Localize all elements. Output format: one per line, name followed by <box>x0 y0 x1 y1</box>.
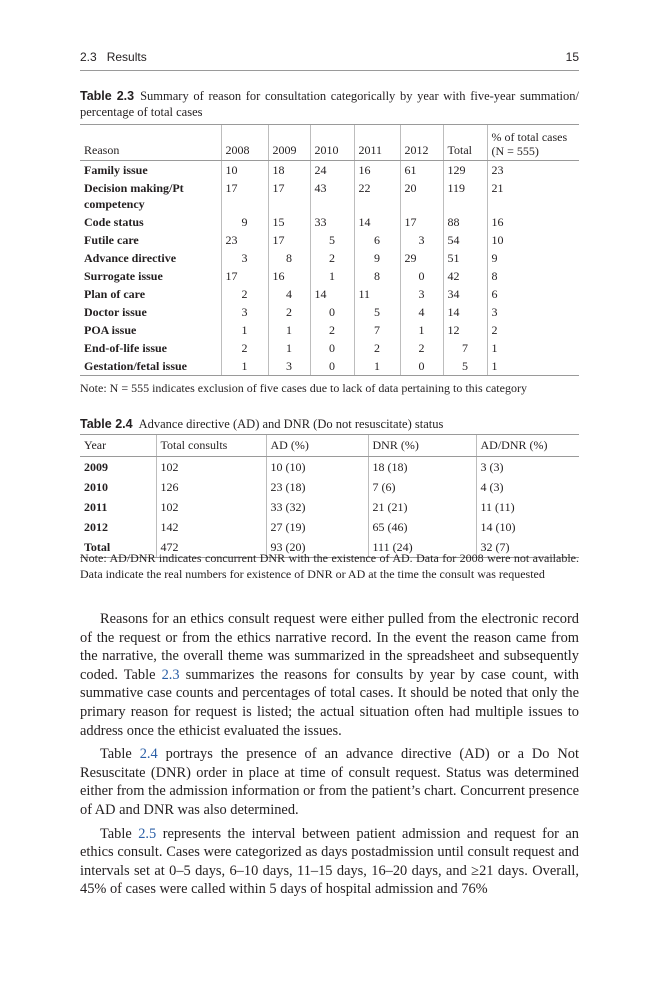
cell-value: 23 <box>487 161 579 180</box>
cell-value: 18 <box>268 161 310 180</box>
cell-value: 61 <box>400 161 443 180</box>
cell-value: 7 (6) <box>368 477 476 497</box>
table-row <box>80 213 579 231</box>
table-2-3-label: Table 2.3 <box>80 89 135 103</box>
paragraph-text: Table <box>100 825 139 842</box>
cell-reason: Plan of care <box>84 287 146 301</box>
cell-value: 111 (24) <box>368 537 476 558</box>
cell-value: 54 <box>443 231 487 249</box>
cell-value: 33 (32) <box>266 497 368 517</box>
paragraph-text: Table <box>100 746 140 763</box>
cell-value: 1 <box>268 339 310 357</box>
header-year: Year <box>80 435 156 457</box>
table-row <box>80 249 579 267</box>
header-reason: Reason <box>80 125 221 161</box>
cell-value: 472 <box>156 537 266 558</box>
header-2010: 2010 <box>310 125 354 161</box>
table-2-4-caption <box>80 416 579 432</box>
cell-year: Total <box>80 537 156 558</box>
cell-value: 21 (21) <box>368 497 476 517</box>
cell-value: 2 <box>268 303 310 321</box>
header-2008: 2008 <box>221 125 268 161</box>
cell-value: 0 <box>400 267 443 285</box>
cell-value: 16 <box>268 267 310 285</box>
cell-value: 20 <box>400 179 443 213</box>
cell-value: 1 <box>310 267 354 285</box>
cell-value: 17 <box>221 267 268 285</box>
table-reference-link[interactable]: 2.4 <box>139 746 158 763</box>
cell-value: 5 <box>443 357 487 376</box>
table-2-3-note: Note: N = 555 indicates exclusion of five cases due to lack of data pertaining to this category <box>80 381 527 395</box>
cell-value: 4 <box>400 303 443 321</box>
cell-value: 65 (46) <box>368 517 476 537</box>
cell-value: 10 (10) <box>266 457 368 478</box>
header-2011: 2011 <box>354 125 400 161</box>
cell-reason: POA issue <box>84 323 137 337</box>
table-2-4-note: Note: AD/DNR indicates concurrent DNR with the existence of AD. Data for 2008 were not available. Data indicate the real numbers for existence of DNR or AD at the time the consult was requested <box>80 551 579 581</box>
cell-value: 14 <box>310 285 354 303</box>
cell-value: 17 <box>268 179 310 213</box>
cell-value: 0 <box>400 357 443 376</box>
cell-value: 42 <box>443 267 487 285</box>
table-row <box>80 357 579 376</box>
cell-year: 2012 <box>84 520 108 534</box>
table-row <box>80 231 579 249</box>
cell-value: 3 (3) <box>476 457 579 478</box>
table-row <box>80 267 579 285</box>
cell-value: 1 <box>221 321 268 339</box>
paragraph-text: Reasons for an ethics consult request were either pulled from the electronic record of the request or from the ethics narrative record. In the event the reason came from the narrative, the overall theme was summarized in the spreadsheet and subsequently coded. Table <box>80 611 579 683</box>
table-row <box>80 303 579 321</box>
cell-value: 10 <box>221 161 268 180</box>
cell-value: 12 <box>443 321 487 339</box>
cell-value: 15 <box>268 213 310 231</box>
table-2-3-caption-text: Summary of reason for consultation categorically by year with five-year summation/ percentage of total cases <box>80 89 579 119</box>
cell-value: 8 <box>268 249 310 267</box>
cell-value: 102 <box>156 457 266 478</box>
cell-value: 27 (19) <box>266 517 368 537</box>
cell-year: 2009 <box>84 460 108 474</box>
body-text <box>80 610 579 899</box>
cell-reason: Advance directive <box>84 251 177 265</box>
cell-value: 21 <box>487 179 579 213</box>
cell-value: 10 <box>487 231 579 249</box>
table-2-4 <box>80 434 579 558</box>
cell-value: 9 <box>221 213 268 231</box>
running-head <box>80 50 579 71</box>
header-pct-line2: (N = 555) <box>491 144 539 158</box>
cell-value: 14 <box>354 213 400 231</box>
cell-reason: Gestation/fetal issue <box>80 357 221 376</box>
cell-value: 2 <box>487 321 579 339</box>
cell-value: 34 <box>443 285 487 303</box>
cell-value: 1 <box>268 321 310 339</box>
paragraph <box>80 745 579 819</box>
header-total-consults: Total consults <box>156 435 266 457</box>
table-2-4-caption-text: Advance directive (AD) and DNR (Do not resuscitate) status <box>138 417 444 431</box>
header-ad-dnr: AD/DNR (%) <box>476 435 579 457</box>
paragraph-text: summarizes the reasons for consults by year by case count, with summative case counts and percentages of total cases. It should be noted that only the primary reason for request is listed; the actual situation often had multiple issues to address once the ethicist evaluated the issues. <box>80 666 579 739</box>
cell-reason: Futile care <box>84 233 139 247</box>
table-row <box>80 321 579 339</box>
cell-value: 7 <box>443 339 487 357</box>
table-2-3-caption <box>80 88 579 120</box>
table-row <box>80 179 579 213</box>
cell-value: 6 <box>354 231 400 249</box>
cell-value: 1 <box>354 357 400 376</box>
cell-value: 119 <box>443 179 487 213</box>
table-2-3-header-row <box>80 125 579 161</box>
header-pct-total <box>487 125 579 161</box>
header-pct-line1: % of total cases <box>491 130 568 144</box>
header-dnr: DNR (%) <box>368 435 476 457</box>
paragraph-text: represents the interval between patient admission and request for an ethics consult. Cases were categorized as days postadmission until consult request and intervals set at 0–5 days, 6–10 days, 11–15 days, 16–20 days, and ≥21 days. Overall, 45% of cases were called within 5 days of hospital admission and 76% <box>80 825 579 898</box>
cell-value: 8 <box>487 267 579 285</box>
cell-value: 17 <box>400 213 443 231</box>
cell-value: 2 <box>310 321 354 339</box>
cell-value: 2 <box>221 339 268 357</box>
cell-value: 14 <box>443 303 487 321</box>
cell-reason: Surrogate issue <box>84 269 163 283</box>
cell-value: 23 (18) <box>266 477 368 497</box>
cell-value: 14 (10) <box>476 517 579 537</box>
cell-value: 29 <box>400 249 443 267</box>
table-row <box>80 517 579 537</box>
table-row <box>80 339 579 357</box>
cell-value: 2 <box>310 249 354 267</box>
cell-value: 11 (11) <box>476 497 579 517</box>
cell-value: 9 <box>487 249 579 267</box>
cell-value: 142 <box>156 517 266 537</box>
cell-value: 2 <box>354 339 400 357</box>
paragraph-text: portrays the presence of an advance directive (AD) or a Do Not Resuscitate (DNR) order in place at time of consult request. Status was determined either from the admission information or from the patient’s chart. Concurrent presence of AD and DNR was also determined. <box>80 746 580 818</box>
cell-reason: End-of-life issue <box>84 341 168 355</box>
cell-value: 5 <box>354 303 400 321</box>
cell-reason: Doctor issue <box>84 305 147 319</box>
cell-value: 3 <box>400 231 443 249</box>
table-row <box>80 477 579 497</box>
header-total: Total <box>443 125 487 161</box>
cell-value: 23 <box>221 231 268 249</box>
table-2-3 <box>80 124 579 376</box>
cell-value: 3 <box>221 303 268 321</box>
cell-value: 0 <box>310 357 354 376</box>
cell-value: 33 <box>310 213 354 231</box>
cell-value: 17 <box>221 179 268 213</box>
cell-value: 3 <box>221 249 268 267</box>
cell-reason: Decision making/Pt competency <box>84 181 184 211</box>
cell-value: 16 <box>354 161 400 180</box>
cell-value: 8 <box>354 267 400 285</box>
cell-value: 3 <box>268 357 310 376</box>
cell-value: 1 <box>487 339 579 357</box>
cell-year: 2010 <box>84 480 108 494</box>
table-row <box>80 497 579 517</box>
section-name: Results <box>106 50 147 64</box>
cell-value: 16 <box>487 213 579 231</box>
cell-value: 3 <box>400 285 443 303</box>
table-row <box>80 285 579 303</box>
table-row <box>80 161 579 180</box>
cell-value: 2 <box>221 285 268 303</box>
cell-value: 43 <box>310 179 354 213</box>
cell-value: 4 (3) <box>476 477 579 497</box>
cell-value: 32 (7) <box>476 537 579 558</box>
cell-value: 6 <box>487 285 579 303</box>
cell-value: 2 <box>400 339 443 357</box>
section-title <box>80 50 147 64</box>
cell-value: 129 <box>443 161 487 180</box>
cell-value: 1 <box>400 321 443 339</box>
table-2-4-label: Table 2.4 <box>80 417 133 431</box>
cell-value: 93 (20) <box>266 537 368 558</box>
cell-value: 0 <box>310 339 354 357</box>
cell-value: 88 <box>443 213 487 231</box>
cell-value: 17 <box>268 231 310 249</box>
page-number: 15 <box>565 50 579 64</box>
cell-value: 18 (18) <box>368 457 476 478</box>
header-2009: 2009 <box>268 125 310 161</box>
cell-value: 0 <box>310 303 354 321</box>
cell-value: 51 <box>443 249 487 267</box>
cell-value: 126 <box>156 477 266 497</box>
cell-value: 7 <box>354 321 400 339</box>
table-reference-link[interactable]: 2.3 <box>161 666 180 683</box>
section-number: 2.3 <box>80 50 97 64</box>
cell-value: 22 <box>354 179 400 213</box>
table-reference-link[interactable]: 2.5 <box>138 825 157 842</box>
cell-reason: Family issue <box>84 163 148 177</box>
header-2012: 2012 <box>400 125 443 161</box>
table-2-4-header-row <box>80 435 579 457</box>
cell-value: 9 <box>354 249 400 267</box>
cell-value: 24 <box>310 161 354 180</box>
cell-value: 5 <box>310 231 354 249</box>
cell-value: 1 <box>487 357 579 376</box>
cell-year: 2011 <box>84 500 108 514</box>
paragraph <box>80 610 579 740</box>
cell-value: 1 <box>221 357 268 376</box>
table-row <box>80 457 579 478</box>
cell-value: 11 <box>354 285 400 303</box>
paragraph <box>80 825 579 899</box>
header-ad: AD (%) <box>266 435 368 457</box>
cell-value: 3 <box>487 303 579 321</box>
cell-reason: Code status <box>84 215 144 229</box>
cell-value: 4 <box>268 285 310 303</box>
cell-value: 102 <box>156 497 266 517</box>
